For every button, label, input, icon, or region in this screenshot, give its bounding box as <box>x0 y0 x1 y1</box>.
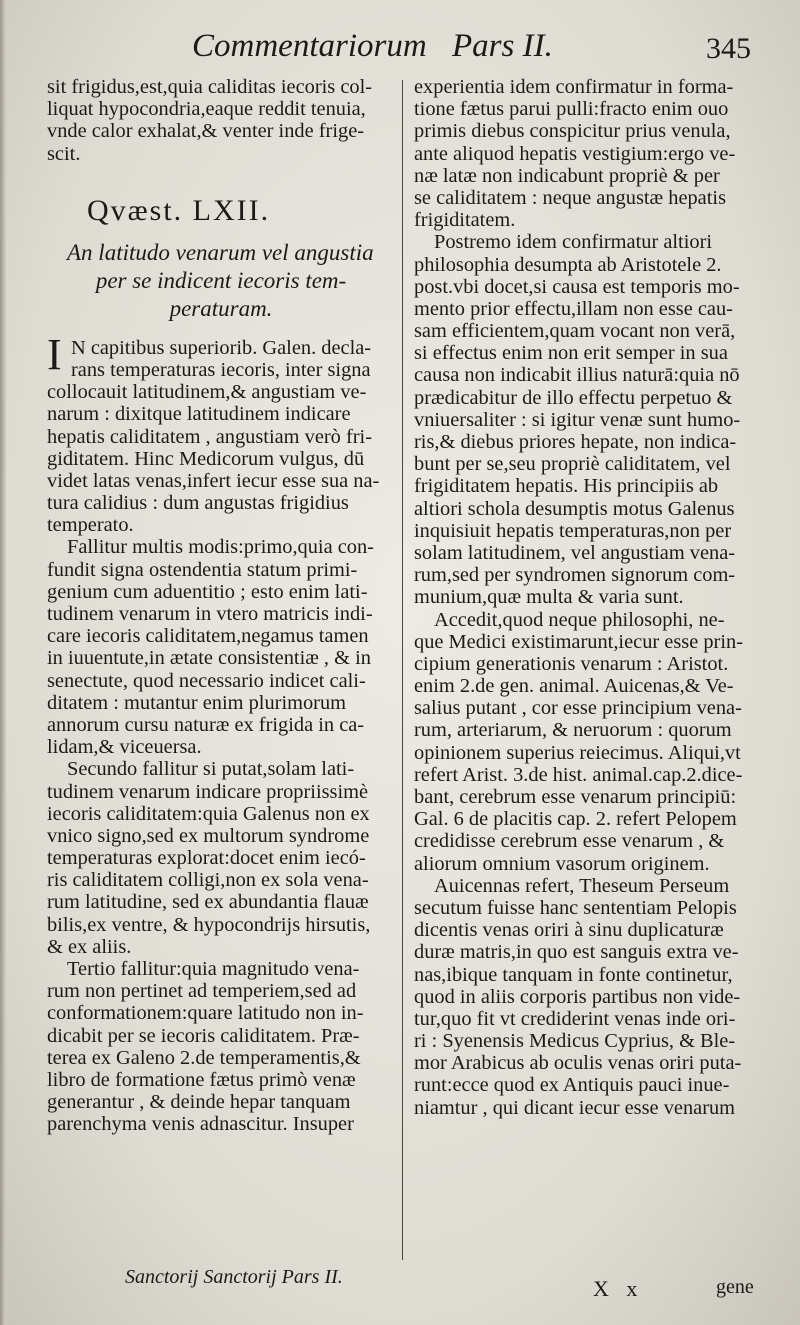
text-line: fundit signa ostendentia statum primi- <box>47 558 358 581</box>
text-line: Auicennas refert, Theseum Perseum <box>434 874 730 897</box>
column-divider <box>402 80 403 1260</box>
text-line: Gal. 6 de placitis cap. 2. refert Pelopem <box>414 808 737 831</box>
text-line: temperato. <box>47 514 134 537</box>
text-line: frigiditatem. <box>414 209 516 232</box>
text-line: hepatis caliditatem , angustiam verò fri- <box>47 425 373 448</box>
intro-paragraph <box>47 76 395 165</box>
heading-line: peraturam. <box>169 295 273 321</box>
footer-signature-line: Sanctorij Sanctorij Pars II. <box>125 1266 343 1288</box>
text-line: vniuersaliter : si igitur venæ sunt humo- <box>414 408 741 431</box>
text-line: rum,sed per syndromen signorum com- <box>414 564 736 587</box>
text-line: tione fætus parui pulli:fracto enim ouo <box>414 98 729 121</box>
text-line: annorum cursu naturæ ex frigida in ca- <box>47 713 365 736</box>
text-line: terea ex Galeno 2.de temperamentis,& <box>47 1046 361 1069</box>
text-line: bunt per se,seu propriè caliditatem, vel <box>414 453 731 476</box>
text-line: secutum fuisse hanc sententiam Pelopis <box>414 896 737 919</box>
text-line: duræ matris,in quo est sanguis extra ve- <box>414 941 739 964</box>
text-line: N capitibus superiorib. Galen. decla- <box>71 336 372 359</box>
right-column <box>414 76 774 1266</box>
running-title: Commentariorum <box>192 28 427 64</box>
text-line: tura calidius : dum angustas frigidius <box>47 492 349 515</box>
text-line: primis diebus conspicitur prius venula, <box>414 120 731 143</box>
text-line: Fallitur multis modis:primo,quia con- <box>67 536 374 559</box>
text-line: enim 2.de gen. animal. Auicenas,& Ve- <box>414 675 734 698</box>
running-header <box>0 22 800 72</box>
heading-line: An latitudo venarum vel angustia <box>67 239 374 265</box>
text-line: giditatem. Hinc Medicorum vulgus, dū <box>47 447 365 470</box>
text-line: bilis,ex ventre, & hypocondrijs hirsutis, <box>47 913 371 936</box>
text-line: vnico signo,sed ex multorum syndrome <box>47 824 370 847</box>
text-line: videt latas venas,infert iecur esse sua na- <box>47 469 380 492</box>
paragraph-5 <box>414 76 774 231</box>
text-line: liquat hypocondria,eaque reddit tenuia, <box>47 98 366 121</box>
text-line: næ latæ non indicabunt propriè & per <box>414 164 720 187</box>
text-line: Accedit,quod neque philosophi, ne- <box>434 608 725 631</box>
text-line: care iecoris caliditatem,negamus tamen <box>47 625 369 648</box>
question-heading <box>47 239 395 323</box>
text-line: tudinem venarum indicare propriissimè <box>47 780 369 803</box>
text-line: temperaturas explorat:docet enim iecó- <box>47 847 366 870</box>
text-line: dicentis venas oriri à sinu duplicaturæ <box>414 919 724 942</box>
text-line: conformationem:quare latitudo non in- <box>47 1002 364 1025</box>
text-line: post.vbi docet,si causa est temporis mo- <box>414 275 740 298</box>
text-line: Secundo fallitur si putat,solam lati- <box>67 758 355 781</box>
page-number: 345 <box>706 32 751 65</box>
text-line: ris caliditatem colligi,non ex sola vena- <box>47 869 369 892</box>
text-line: causa non indicabit illius naturā:quia nō <box>414 364 740 387</box>
text-line: philosophia desumpta ab Aristotele 2. <box>414 253 722 276</box>
running-part: Pars II. <box>452 28 553 64</box>
text-line: vnde calor exhalat,& venter inde frige- <box>47 120 365 143</box>
text-line: Postremo idem confirmatur altiori <box>434 231 713 254</box>
text-line: in iuuentute,in ætate consistentiæ , & in <box>47 647 371 670</box>
text-line: ris,& diebus priores hepate, non indica- <box>414 431 737 453</box>
text-line: experientia idem confirmatur in forma- <box>414 76 734 98</box>
text-line: sit frigidus,est,quia caliditas iecoris col- <box>47 76 373 98</box>
text-line: parenchyma venis adnascitur. Insuper <box>47 1113 354 1136</box>
text-line: scit. <box>47 142 81 165</box>
text-line: tur,quo fit vt crediderint venas inde ori- <box>414 1007 736 1030</box>
text-line: que Medici existimarunt,iecur esse prin- <box>414 630 743 653</box>
paragraph-3 <box>47 758 395 958</box>
text-line: solam latitudinem, vel angustiam vena- <box>414 541 736 564</box>
text-line: inquisiuit hepatis temperaturas,non per <box>414 519 732 542</box>
text-line: rans temperaturas iecoris, inter signa <box>71 358 371 381</box>
signature-mark: X x <box>593 1276 644 1301</box>
left-column <box>47 76 395 1301</box>
paragraph-4 <box>47 958 395 1136</box>
text-line: & ex aliis. <box>47 935 132 958</box>
text-line: senectute, quod necessario indicet cali- <box>47 669 366 692</box>
drop-cap: I <box>47 329 62 379</box>
text-line: lidam,& viceuersa. <box>47 736 202 759</box>
text-line: munium,quæ multa & varia sunt. <box>414 586 684 609</box>
text-line: se caliditatem : neque angustæ hepatis <box>414 186 727 209</box>
text-line: mor Arabicus ab oculis venas oriri puta- <box>414 1052 742 1075</box>
text-line: rum non pertinet ad temperiem,sed ad <box>47 980 357 1003</box>
text-line: bant, cerebrum esse venarum principiū: <box>414 786 737 808</box>
text-line: ante aliquod hepatis vestigium:ergo ve- <box>414 142 736 165</box>
heading-line: per se indicent iecoris tem- <box>95 267 347 293</box>
text-line: altiori schola desumptis motus Galenus <box>414 497 735 520</box>
text-line: Tertio fallitur:quia magnitudo vena- <box>67 958 360 980</box>
paragraph-1 <box>47 329 395 537</box>
text-line: niamtur , qui dicant iecur esse venarum <box>414 1096 736 1119</box>
text-line: refert Arist. 3.de hist. animal.cap.2.dice- <box>414 763 743 786</box>
text-line: cipium generationis venarum : Aristot. <box>414 652 729 675</box>
section-title: Qvæst. LXII. <box>87 193 271 227</box>
text-line: ditatem : mutantur enim plurimorum <box>47 691 347 714</box>
text-line: mento prior effectu,illam non esse cau- <box>414 297 733 320</box>
text-line: rum latitudine, sed ex abundantia flauæ <box>47 891 369 914</box>
text-line: iecoris caliditatem:quia Galenus non ex <box>47 802 370 825</box>
paragraph-6 <box>414 231 774 608</box>
text-line: frigiditatem hepatis. His principiis ab <box>414 475 719 498</box>
text-line: generantur , & deinde hepar tanquam <box>47 1091 351 1114</box>
text-line: si effectus enim non erit semper in sua <box>414 342 728 365</box>
text-line: credidisse cerebrum esse venarum , & <box>414 830 725 853</box>
paragraph-8 <box>414 875 774 1119</box>
paragraph-2 <box>47 536 395 758</box>
text-line: prædicabitur de illo effectu perpetuo & <box>414 386 733 409</box>
text-line: narum : dixitque latitudinem indicare <box>47 403 351 426</box>
text-line: sam efficientem,quam vocant non verā, <box>414 320 736 343</box>
catchword: gene <box>716 1276 754 1298</box>
text-line: collocauit latitudinem,& angustiam ve- <box>47 381 367 404</box>
text-line: libro de formatione fætus primò venæ <box>47 1068 356 1091</box>
text-line: ri : Syenensis Medicus Cyprius, & Ble- <box>414 1030 736 1053</box>
text-line: opinionem superius reiecimus. Aliqui,vt <box>414 741 741 764</box>
paragraph-7 <box>414 609 774 875</box>
text-line: rum, arteriarum, & neruorum : quorum <box>414 719 732 742</box>
text-line: salius putant , cor esse principium vena- <box>414 697 742 720</box>
text-line: dicabit per se iecoris caliditatem. Præ- <box>47 1024 360 1047</box>
text-line: quod in aliis corporis partibus non vide- <box>414 985 741 1008</box>
text-line: runt:ecce quod ex Antiquis pauci inue- <box>414 1074 730 1097</box>
text-line: nas,ibique tanquam in fonte continetur, <box>414 963 733 986</box>
text-line: aliorum omnium vasorum originem. <box>414 852 710 875</box>
text-line: genium cum aduentitio ; esto enim lati- <box>47 580 368 603</box>
text-line: tudinem venarum in vtero matricis indi- <box>47 603 373 625</box>
